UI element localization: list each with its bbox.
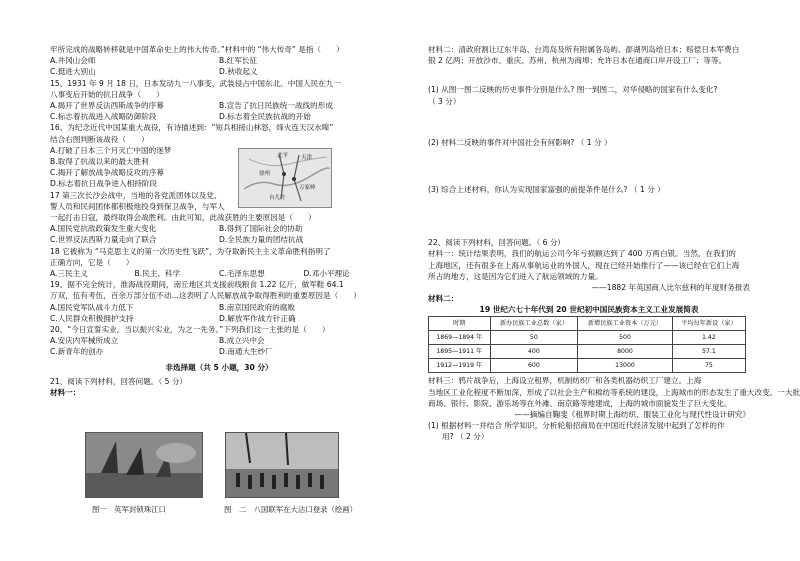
option-a: A.国民党军队战斗力低下 bbox=[50, 302, 134, 312]
q16-option-a: A.打破了日本三个月灭亡中国的迷梦 bbox=[50, 145, 172, 155]
left-column bbox=[50, 44, 388, 398]
q22-source-3: ——摘编自鞠斐《租界时期上海纺织、服装工业化与现代性设计研究》 bbox=[514, 410, 750, 420]
option-b: B.民主、科学 bbox=[134, 269, 181, 279]
table-cell: 1912—1919 年 bbox=[429, 359, 491, 373]
q22-sub-1-line-1: (1) 根据材料一并结合 所学知识，分析轮船招商局在中国近代经济发展中起到了怎样的作 bbox=[428, 421, 725, 431]
option-b: B.南京国民政府的腐败 bbox=[219, 302, 295, 312]
q22-source-1: ——1882 年英国商人比尔兹利的年度财务报表 bbox=[591, 283, 750, 293]
option-d: D.邓小平理论 bbox=[303, 269, 350, 279]
option-b: B.得到了国际社会的协助 bbox=[219, 224, 303, 234]
q18-options bbox=[50, 268, 388, 279]
option-c: C.人民群众积极拥护支持 bbox=[50, 313, 134, 323]
map-label: 万家岭 bbox=[299, 185, 316, 191]
q22-material-3-line-2: 当地区工业化程度不断加深，形成了以社会主产和棉纺等系统的建设，上海城市的形态发生了重大改变。一大批 bbox=[428, 387, 800, 397]
option-a: A.三民主义 bbox=[50, 269, 88, 279]
table-cell: 600 bbox=[490, 359, 578, 373]
map-label: 天津 bbox=[301, 155, 313, 161]
right-column bbox=[428, 44, 800, 443]
q17-stem-3: 一起打击日寇，最终取得会战胜利。由此可知，此战获胜的主要原因是（ ） bbox=[50, 213, 316, 223]
q16-option-b: B.取得了抗战以来的最大胜利 bbox=[50, 157, 149, 167]
figure-2-image bbox=[225, 432, 339, 498]
option-d: D.解放军作战方针正确 bbox=[219, 313, 296, 323]
q21-material-2-line-1: 材料二：清政府割让辽东半岛、台湾岛及所有附属各岛屿、澎湖列岛给日本；赔偿日本军费白 bbox=[428, 45, 740, 54]
table-cell: 400 bbox=[490, 345, 578, 359]
q17-stem-1: 17 第三次长沙会战中，当地的各党派团体以及党、 bbox=[50, 190, 222, 200]
battle-map bbox=[238, 148, 332, 208]
q22-material-1-line-3: 所占的地方，这是因为它们进入了航运领域的力量。 bbox=[428, 271, 603, 281]
q21-figures bbox=[85, 432, 355, 500]
q16-option-c: C.揭开了解放战争战略反攻的序幕 bbox=[50, 168, 165, 178]
q21-stem: 21、阅读下列材料，回答问题。（ 5 分） bbox=[50, 376, 188, 386]
q21-sub-1-score: （ 3 分） bbox=[428, 96, 461, 106]
q21-material-2-line-2: 银 2 亿两；开放沙市、重庆、苏州、杭州为商埠；允许日本在通商口岸开设工厂；等等。 bbox=[428, 56, 727, 66]
option-a: A.揭开了世界反法西斯战争的序幕 bbox=[50, 101, 164, 111]
q17-options bbox=[50, 223, 388, 234]
option-c: C.世界反法西斯力量走向了联合 bbox=[50, 235, 157, 245]
table-title: 19 世纪六七十年代到 20 世纪初中国民族资本主义工业发展简表 bbox=[479, 305, 699, 315]
figure-1-caption: 图一 英军封锁珠江口 bbox=[92, 505, 166, 514]
q20-stem: 20、“今日宣誓实业，当以振兴实业，为之一先务。”下列我们这一主张的是（ ） bbox=[50, 325, 330, 335]
table-cell: 57.1 bbox=[672, 345, 745, 359]
option-d: D.标志着全民族抗战的开始 bbox=[219, 112, 311, 122]
option-d: D.南通大生纱厂 bbox=[219, 347, 273, 357]
q22-material-3-line-1: 材料三：鸦片战争后，上海设立租界，机制纺织厂和各类机器纺织工厂建立。上海 bbox=[428, 376, 702, 386]
q14-tail: 牢所完成的战略转移就是中国革命史上的伟大传奇。”材料中的 “伟大传奇” 是指（ ） bbox=[50, 45, 344, 54]
table-row bbox=[429, 359, 746, 373]
q15-options bbox=[50, 100, 388, 111]
table-cell: 1869—1894 年 bbox=[429, 330, 491, 344]
table-cell: 75 bbox=[672, 359, 745, 373]
option-a: A.安庆内军械所成立 bbox=[50, 336, 119, 346]
option-c: C.标志着抗战进入战略防御阶段 bbox=[50, 112, 157, 122]
map-label: 徐州 bbox=[259, 171, 271, 177]
figure-1-image bbox=[85, 432, 203, 498]
q15-stem-1: 15、1931 年 9 月 18 日，日本发动九一八事变，武装侵占中国东北。中国人民在九一 bbox=[50, 78, 341, 88]
q21-sub-2: (2) 材料二反映的事件对中国社会有何影响? （ 1 分 ） bbox=[428, 137, 612, 147]
table-header: 新办民族工业总数（家） bbox=[490, 316, 578, 330]
q19-stem-1: 19、据不完全统计，淮海战役期间，南丘地区共支援前线粮食 1.22 亿斤，做军鞋 64.1 bbox=[50, 280, 344, 290]
figure-2-caption: 图 二 八国联军在大沽口登录（绘画） bbox=[224, 505, 358, 514]
q17-options-2 bbox=[50, 234, 388, 245]
map-label: 北平 bbox=[277, 153, 289, 159]
table-row bbox=[429, 345, 746, 359]
table-cell: 500 bbox=[578, 330, 673, 344]
option-b: B.宣告了抗日民族统一战线的形成 bbox=[219, 101, 333, 111]
map-label: 台儿庄 bbox=[269, 195, 286, 201]
q19-options-2 bbox=[50, 313, 388, 324]
table-cell: 8000 bbox=[578, 345, 673, 359]
q21-sub-3: (3) 综合上述材料，你认为实现国家富强的前提条件是什么? （ 1 分 ） bbox=[428, 185, 665, 195]
option-c: C.挺进大别山 bbox=[50, 67, 96, 77]
q20-options bbox=[50, 335, 388, 346]
table-header: 平均每年新设（家） bbox=[672, 316, 745, 330]
table-row bbox=[429, 330, 746, 344]
option-a: A.国民党抗敌政策发生重大变化 bbox=[50, 224, 157, 234]
q22-material-2: 材料二： bbox=[428, 294, 459, 304]
section-heading: 非选择题（共 5 小题，30 分） bbox=[165, 362, 273, 372]
q19-options bbox=[50, 302, 388, 313]
q15-stem-2: 八事变后开始的抗日战争（ ） bbox=[50, 89, 164, 99]
q21-sub-1: (1) 从图一图二反映的历史事件分别是什么? 图一到图二，对华侵略的国家有什么变化? bbox=[428, 85, 718, 95]
q14-options-2 bbox=[50, 66, 388, 77]
table-header: 时期 bbox=[429, 316, 491, 330]
q21-material-1: 材料一： bbox=[50, 388, 81, 398]
q20-options-2 bbox=[50, 346, 388, 357]
q15-options-2 bbox=[50, 111, 388, 122]
table-cell: 13000 bbox=[578, 359, 673, 373]
q22-stem: 22、阅读下列材料，回答问题。（ 6 分） bbox=[428, 238, 566, 248]
option-a: A.井冈山会师 bbox=[50, 56, 96, 66]
q17-stem-2: 警人员和民间团体都积极地投身到保卫战争，与军人 bbox=[50, 201, 225, 211]
option-b: B.红军长征 bbox=[219, 56, 257, 66]
q18-stem-2: 正确方向，它是（ ） bbox=[50, 257, 134, 267]
table-cell: 1895—1911 年 bbox=[429, 345, 491, 359]
table-header-row bbox=[429, 316, 746, 330]
q22-material-1-line-2: 上海地区，还有很多在上海从事航运业的外国人，现在已经开始推行了——该已经在它们上海 bbox=[428, 260, 740, 270]
option-d: D.全民族力量的团结抗战 bbox=[219, 235, 304, 245]
q22-material-1-line-1: 材料一：统计结果表明，我们的航运公司今年亏损额达到了 400 万两白银。当然，在我们的 bbox=[428, 249, 736, 259]
q16-option-d: D.标志着抗日战争进入相持阶段 bbox=[50, 179, 157, 189]
q16-stem-1: 16、为纪念近代中国某重大战役，有诗描述到：“短兵相接山林怒，烽火连天汉水嗥” bbox=[50, 123, 334, 133]
q16-stem-2: 结合右图判断该战役（ ） bbox=[50, 134, 149, 144]
industry-table bbox=[428, 316, 746, 374]
q19-stem-2: 万双，伍有考伍，百余万部分伍不动...这表明了人民解放战争取得胜利的重要原因是（ ） bbox=[50, 291, 361, 301]
table-header: 新增民族工业资本（万元） bbox=[578, 316, 673, 330]
option-c: C.新青年的创办 bbox=[50, 347, 104, 357]
q18-stem-1: 18 它被称为 “马克思主义的第一次历史性飞跃”，为夺取新民主主义革命胜利指明了 bbox=[50, 246, 331, 256]
table-cell: 1.42 bbox=[672, 330, 745, 344]
option-c: C.毛泽东思想 bbox=[219, 269, 265, 279]
option-d: D.秋收起义 bbox=[219, 67, 258, 77]
table-cell: 50 bbox=[490, 330, 578, 344]
q22-material-3-line-3: 商场、银行、影院、游乐场等在外滩、南京路等地建成，上海的城市面貌发生了巨大变化。 bbox=[428, 398, 732, 408]
q14-options bbox=[50, 55, 388, 66]
option-b: B.成立兴中会 bbox=[219, 336, 265, 346]
q22-sub-1-line-2: 用? （ 2 分） bbox=[442, 432, 489, 442]
